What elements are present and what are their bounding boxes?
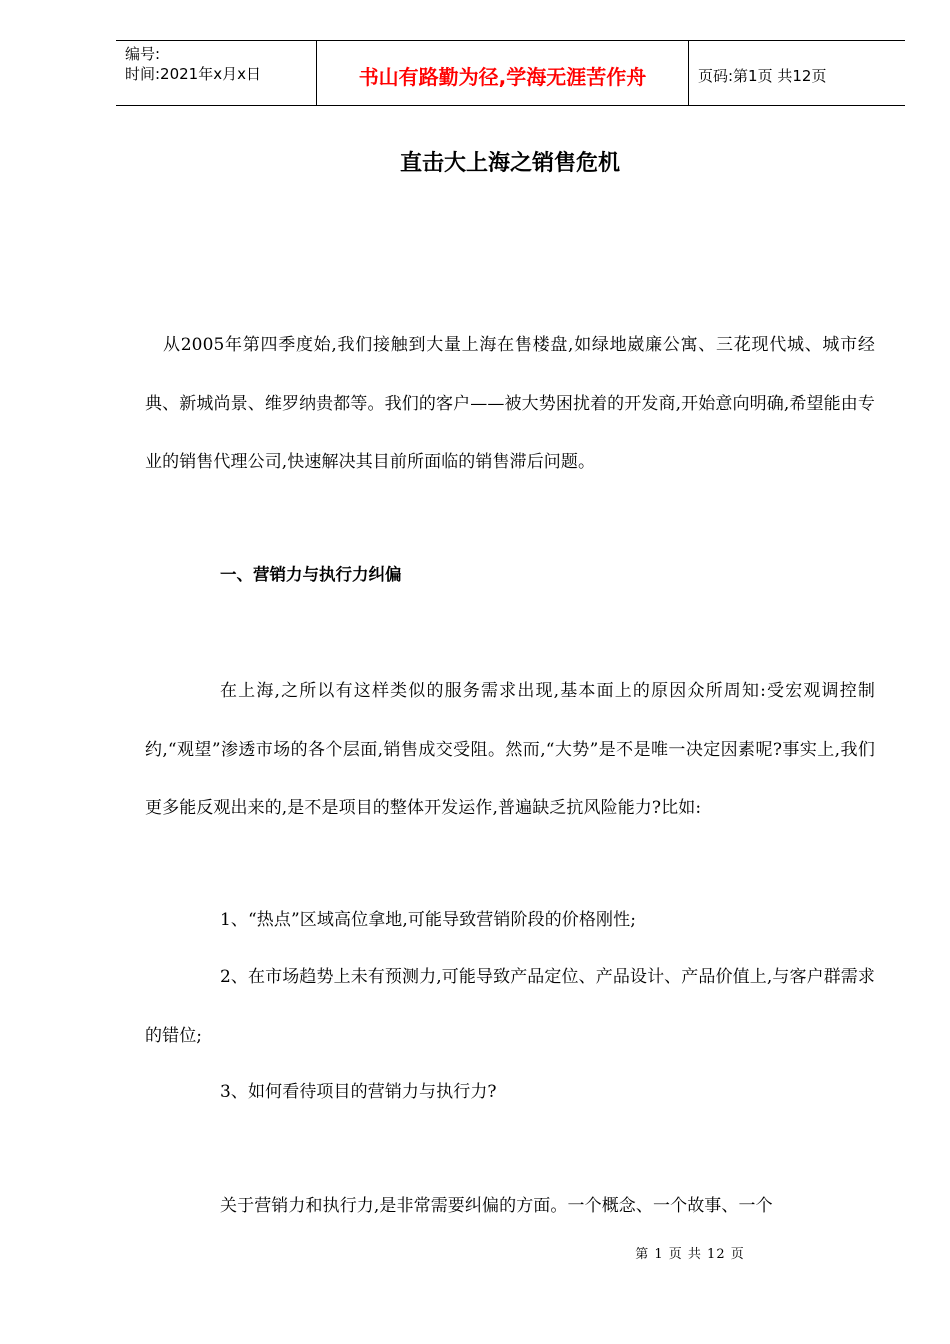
list-item: 3、如何看待项目的营销力与执行力? (220, 1082, 497, 1102)
header-meta-cell (116, 41, 316, 105)
header-motto-cell (316, 41, 689, 105)
motto-text: 书山有路勤为径,学海无涯苦作舟 (358, 64, 647, 89)
list-item: 1、“热点”区域高位拿地,可能导致营销阶段的价格刚性; (220, 910, 637, 930)
header-page-cell (689, 41, 905, 105)
section-heading: 一、营销力与执行力纠偏 (220, 565, 402, 584)
serial-number-label: 编号: (125, 45, 161, 63)
list-item: 2、在市场趋势上未有预测力,可能导致产品定位、产品设计、产品价值上,与客户群需求的错位; (145, 967, 875, 1046)
section-paragraph: 在上海,之所以有这样类似的服务需求出现,基本面上的原因众所周知:受宏观调控制约,“观望”渗透市场的各个层面,销售成交受阻。然而,“大势”是不是唯一决定因素呢?事实上,我们更多能反观出来的,是不是项目的整体开发运作,普遍缺乏抗风险能力?比如: (145, 681, 875, 818)
intro-paragraph: 从2005年第四季度始,我们接触到大量上海在售楼盘,如绿地崴廉公寓、三花现代城、城市经典、新城尚景、维罗纳贵都等。我们的客户——被大势困扰着的开发商,开始意向明确,希望能由专业的销售代理公司,快速解决其目前所面临的销售滞后问题。 (145, 335, 875, 472)
document-title: 直击大上海之销售危机 (399, 151, 620, 176)
page-info: 页码:第1页 共12页 (698, 66, 827, 85)
time-label: 时间:2021年x月x日 (125, 65, 261, 83)
closing-paragraph: 关于营销力和执行力,是非常需要纠偏的方面。一个概念、一个故事、一个 (220, 1196, 773, 1216)
document-header (116, 40, 905, 106)
page-footer: 第 1 页 共 12 页 (635, 1247, 745, 1262)
